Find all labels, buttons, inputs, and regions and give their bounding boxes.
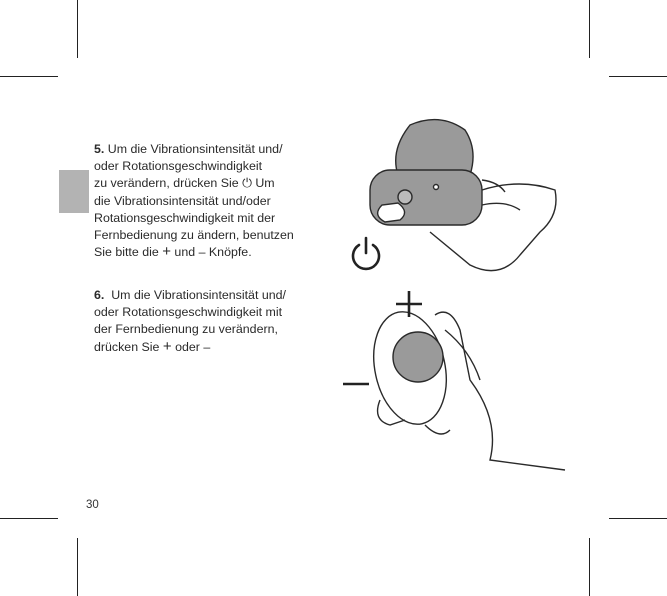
hand-with-device-illustration [370, 120, 556, 271]
hand-with-remote-illustration [364, 305, 565, 470]
power-icon: ⏻ [242, 176, 252, 191]
step-6-text: 6. Um die Vibrationsintensität und/ oder Rotationsgeschwindigkeit mit der Fernbedienung zu verändern, drücken Sie + oder – [94, 288, 286, 355]
plus-icon: + [162, 243, 171, 261]
power-icon [353, 238, 379, 269]
page-number: 30 [86, 499, 99, 511]
step-5-text: 5. Um die Vibrationsintensität und/ oder Rotationsgeschwindigkeit zu verändern, drücken Sie ⏻ Um die Vibrationsintensität und/oder Rotationsgeschwindigkeit mit der Fernbedienung zu ändern, benutzen Sie bitte die + und – Knöpfe. [94, 142, 294, 261]
minus-icon: – [198, 245, 206, 260]
plus-icon: + [162, 337, 172, 355]
